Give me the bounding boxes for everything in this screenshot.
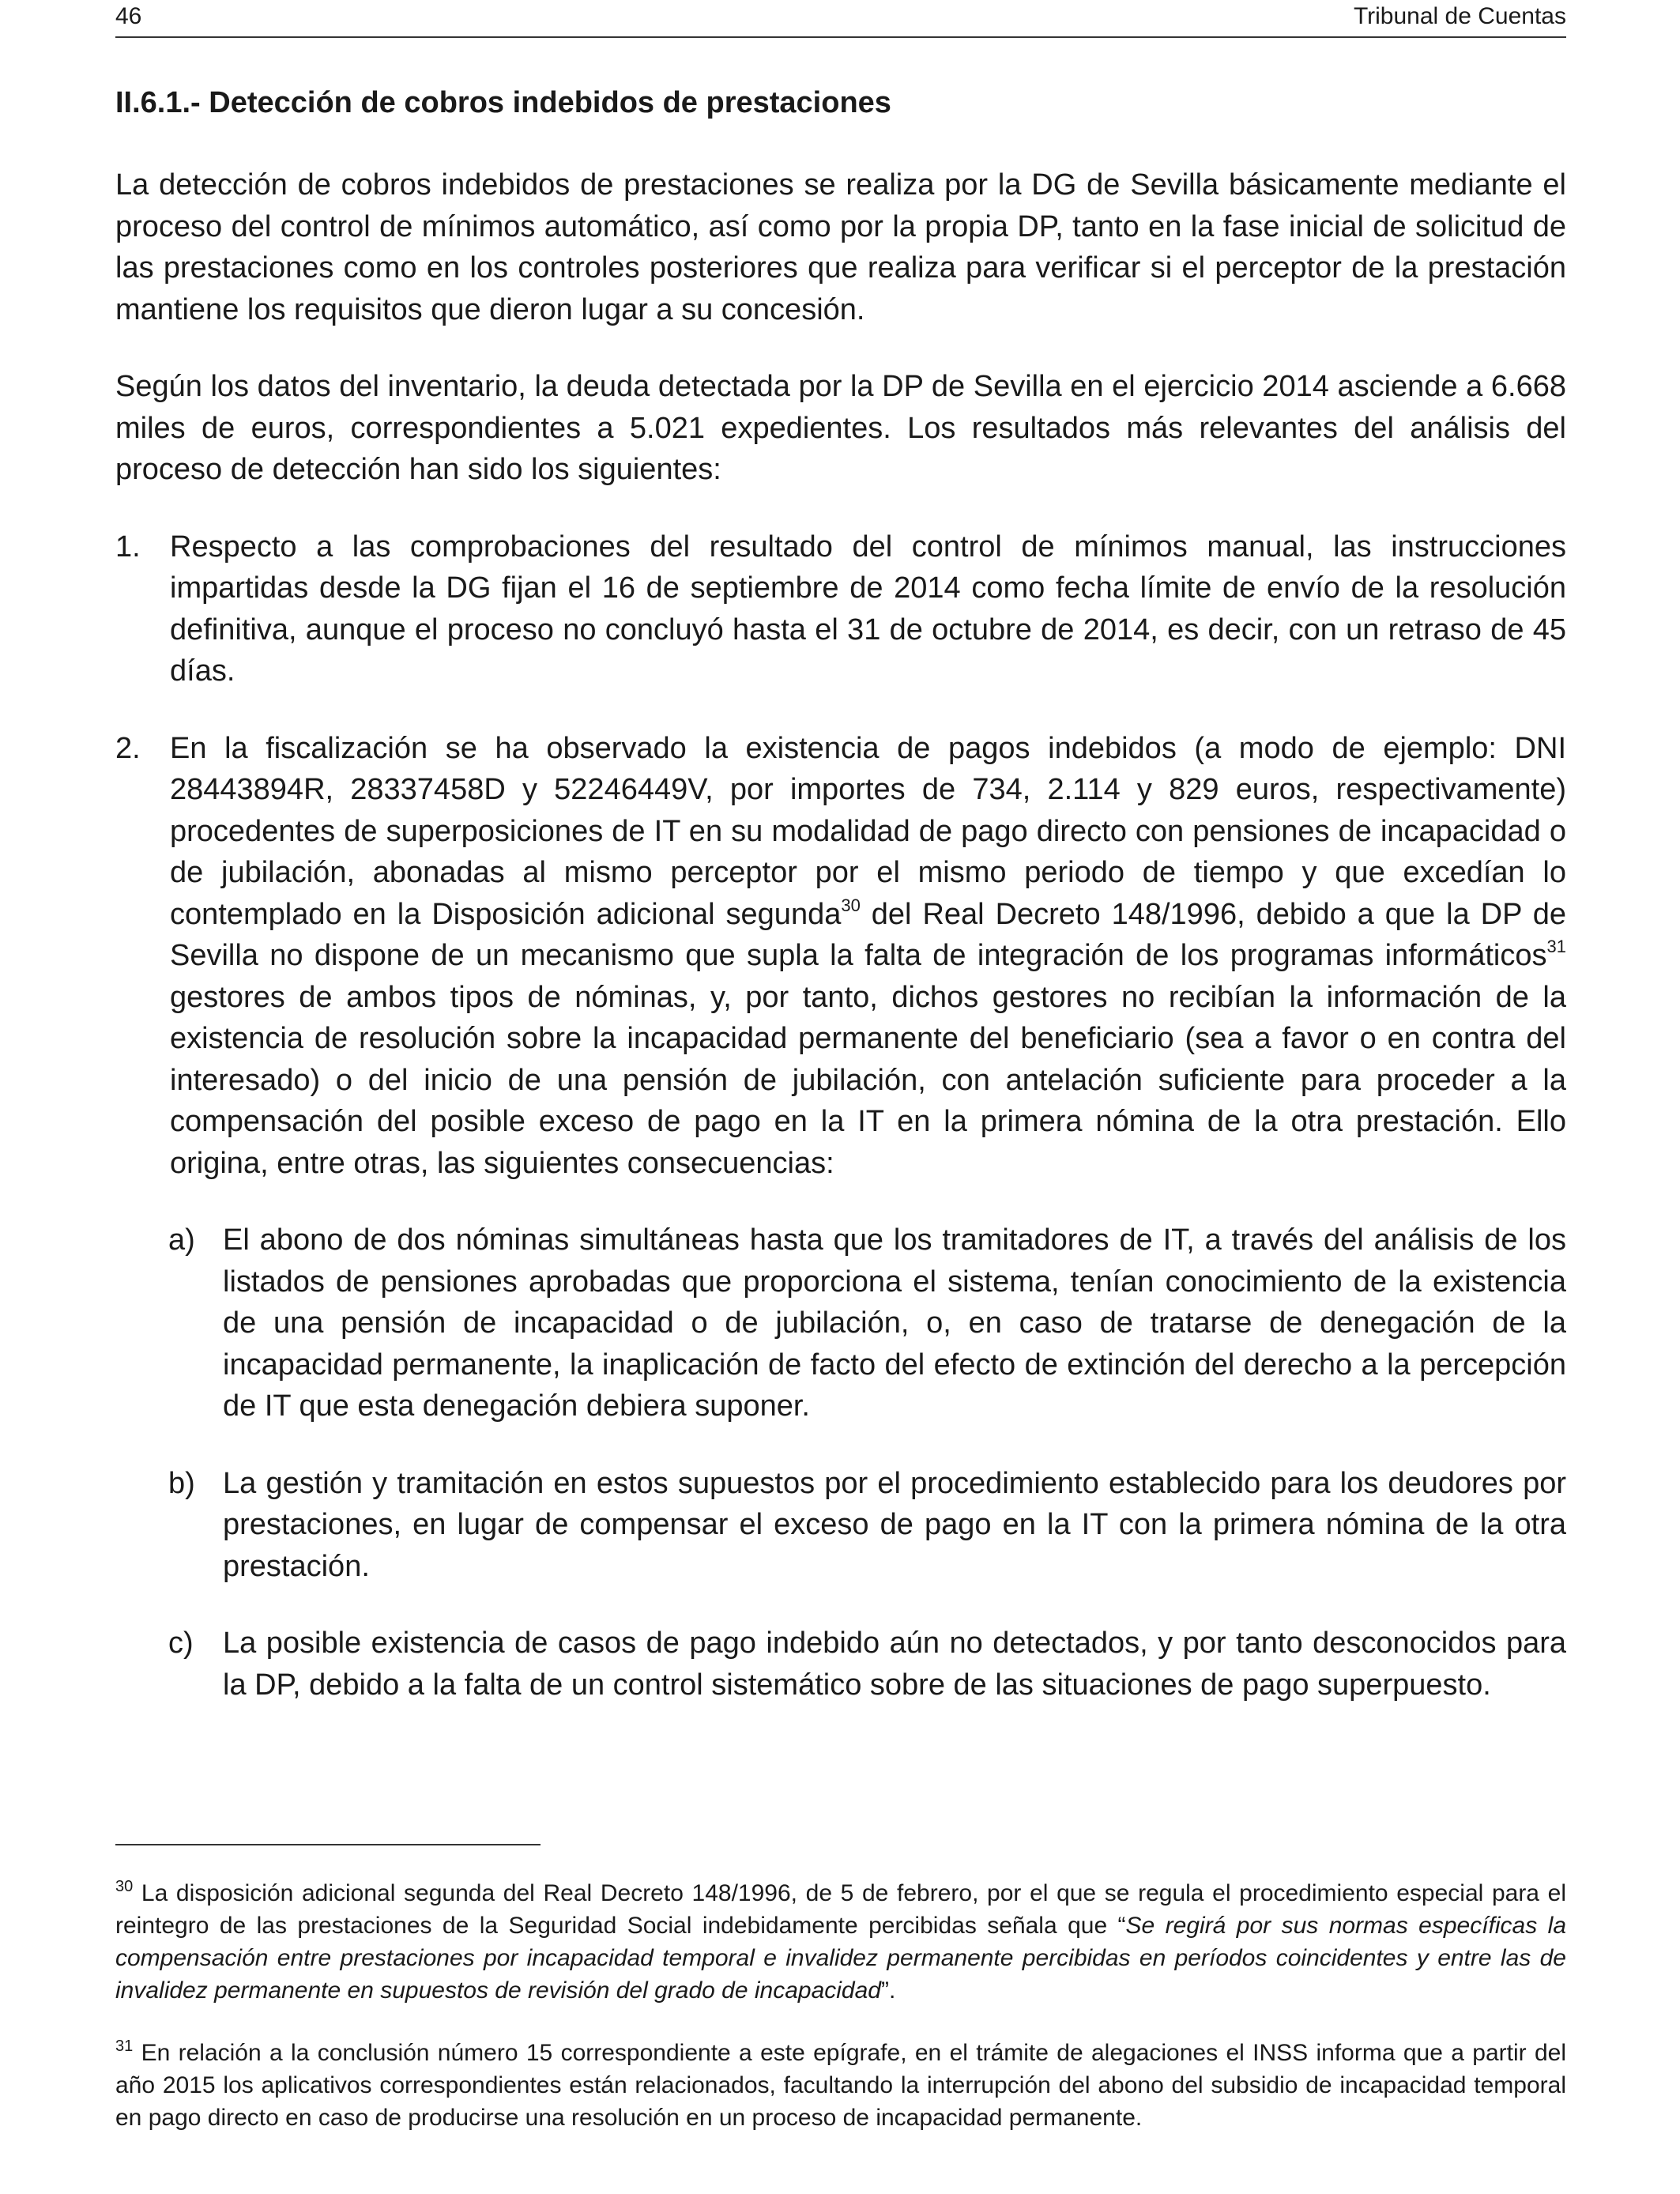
sub-item-b [115, 1463, 1566, 1588]
sub-item-text: La gestión y tramitación en estos supuestos por el procedimiento establecido para los deudores por prestaciones, en lugar de compensar el exceso de pago en la IT con la primera nómina de la otra prestación. [223, 1466, 1566, 1583]
footnote-ref-31[interactable]: 31 [1546, 937, 1566, 956]
footnote-number: 31 [115, 2038, 134, 2055]
footnote-separator [115, 1844, 541, 1845]
sub-item-text: La posible existencia de casos de pago indebido aún no detectados, y por tanto desconocidos para la DP, debido a la falta de un control sistemático sobre de las situaciones de pago superpuesto. [223, 1627, 1566, 1702]
publisher-name: Tribunal de Cuentas [1353, 3, 1566, 29]
list-item-1 [115, 526, 1566, 692]
footnote-30 [115, 1877, 1566, 2007]
sub-item-text: El abono de dos nóminas simultáneas hasta que los tramitadores de IT, a través del análisis de los listados de pensiones aprobadas que proporciona el sistema, tenían conocimiento de la existencia de una pensión de incapacidad o de jubilación, o, en caso de tratarse de denegación de la incapacidad permanente, la inaplicación de facto del efecto de extinción del derecho a la percepción de IT que esta denegación debiera suponer. [223, 1223, 1566, 1423]
sub-item-letter: a) [168, 1223, 195, 1257]
footnotes [115, 1877, 1566, 2164]
list-number: 1. [115, 530, 141, 564]
footnote-31 [115, 2037, 1566, 2134]
list-item-2 [115, 728, 1566, 1706]
list-number: 2. [115, 731, 141, 765]
sub-item-letter: b) [168, 1466, 195, 1500]
footnote-ref-30[interactable]: 30 [841, 895, 861, 915]
summary-paragraph: Según los datos del inventario, la deuda detectada por la DP de Sevilla en el ejercicio 2014 asciende a 6.668 miles de euros, correspondientes a 5.021 expedientes. Los resultados más relevantes del análisis del proceso de detección han sido los siguientes: [115, 370, 1566, 486]
section-title: II.6.1.- Detección de cobros indebidos de prestaciones [115, 86, 891, 119]
footnote-text: En relación a la conclusión número 15 correspondiente a este epígrafe, en el trámite de alegaciones el INSS informa que a partir del año 2015 los aplicativos correspondientes están relacionados, facultando la interrupción del abono del subsidio de incapacidad temporal en pago directo en caso de producirse una resolución en un proceso de incapacidad permanente. [115, 2040, 1566, 2131]
list-item-text-part: gestores de ambos tipos de nóminas, y, por tanto, dichos gestores no recibían la información de la existencia de resolución sobre la incapacidad permanente del beneficiario (sea a favor o en contra del interesado) o del inicio de una pensión de jubilación, con antelación suficiente para proceder a la compensación del posible exceso de pago en la IT en la primera nómina de la otra prestación. Ello origina, entre otras, las siguientes consecuencias: [170, 980, 1566, 1180]
footnote-quote: Se regirá por sus normas específicas la compensación entre prestaciones por incapacidad temporal e invalidez permanente percibidas en períodos coincidentes y entre las de invalidez permanente en supuestos de revisión del grado de incapacidad [115, 1913, 1566, 2004]
sub-item-c [115, 1623, 1566, 1706]
intro-paragraph: La detección de cobros indebidos de prestaciones se realiza por la DG de Sevilla básicamente mediante el proceso del control de mínimos automático, así como por la propia DP, tanto en la fase inicial de solicitud de las prestaciones como en los controles posteriores que realiza para verificar si el perceptor de la prestación mantiene los requisitos que dieron lugar a su concesión. [115, 168, 1566, 326]
page-header [115, 0, 1566, 38]
sub-item-letter: c) [168, 1627, 194, 1660]
footnote-tail: ”. [880, 1977, 896, 2004]
consequences-list [170, 1220, 1566, 1706]
list-item-text-part: En la fiscalización se ha observado la existencia de pagos indebidos (a modo de ejemplo: DNI 28443894R, 28337458D y 52246449V, por importes de 734, 2.114 y 829 euros, respectivamente) procedentes de superposiciones de IT en su modalidad de pago directo con pensiones de incapacidad o de jubilación, abonadas al mismo perceptor por el mismo periodo de tiempo y que excedían lo contemplado en la Disposición adicional segunda [170, 731, 1566, 931]
main-content [115, 82, 1566, 1741]
list-item-text-part: del Real Decreto 148/1996, debido a que la DP de Sevilla no dispone de un mecanismo que supla la falta de integración de los programas informáticos [170, 897, 1566, 972]
list-item-text: Respecto a las comprobaciones del resultado del control de mínimos manual, las instrucciones impartidas desde la DG fijan el 16 de septiembre de 2014 como fecha límite de envío de la resolución definitiva, aunque el proceso no concluyó hasta el 31 de octubre de 2014, es decir, con un retraso de 45 días. [170, 530, 1566, 688]
footnote-number: 30 [115, 1878, 134, 1895]
page-number: 46 [115, 3, 142, 29]
footnote-text: La disposición adicional segunda del Real Decreto 148/1996, de 5 de febrero, por el que se regula el procedimiento especial para el reintegro de las prestaciones de la Seguridad Social indebidamente percibidas señala que “ [115, 1880, 1566, 1939]
sub-item-a [115, 1220, 1566, 1427]
